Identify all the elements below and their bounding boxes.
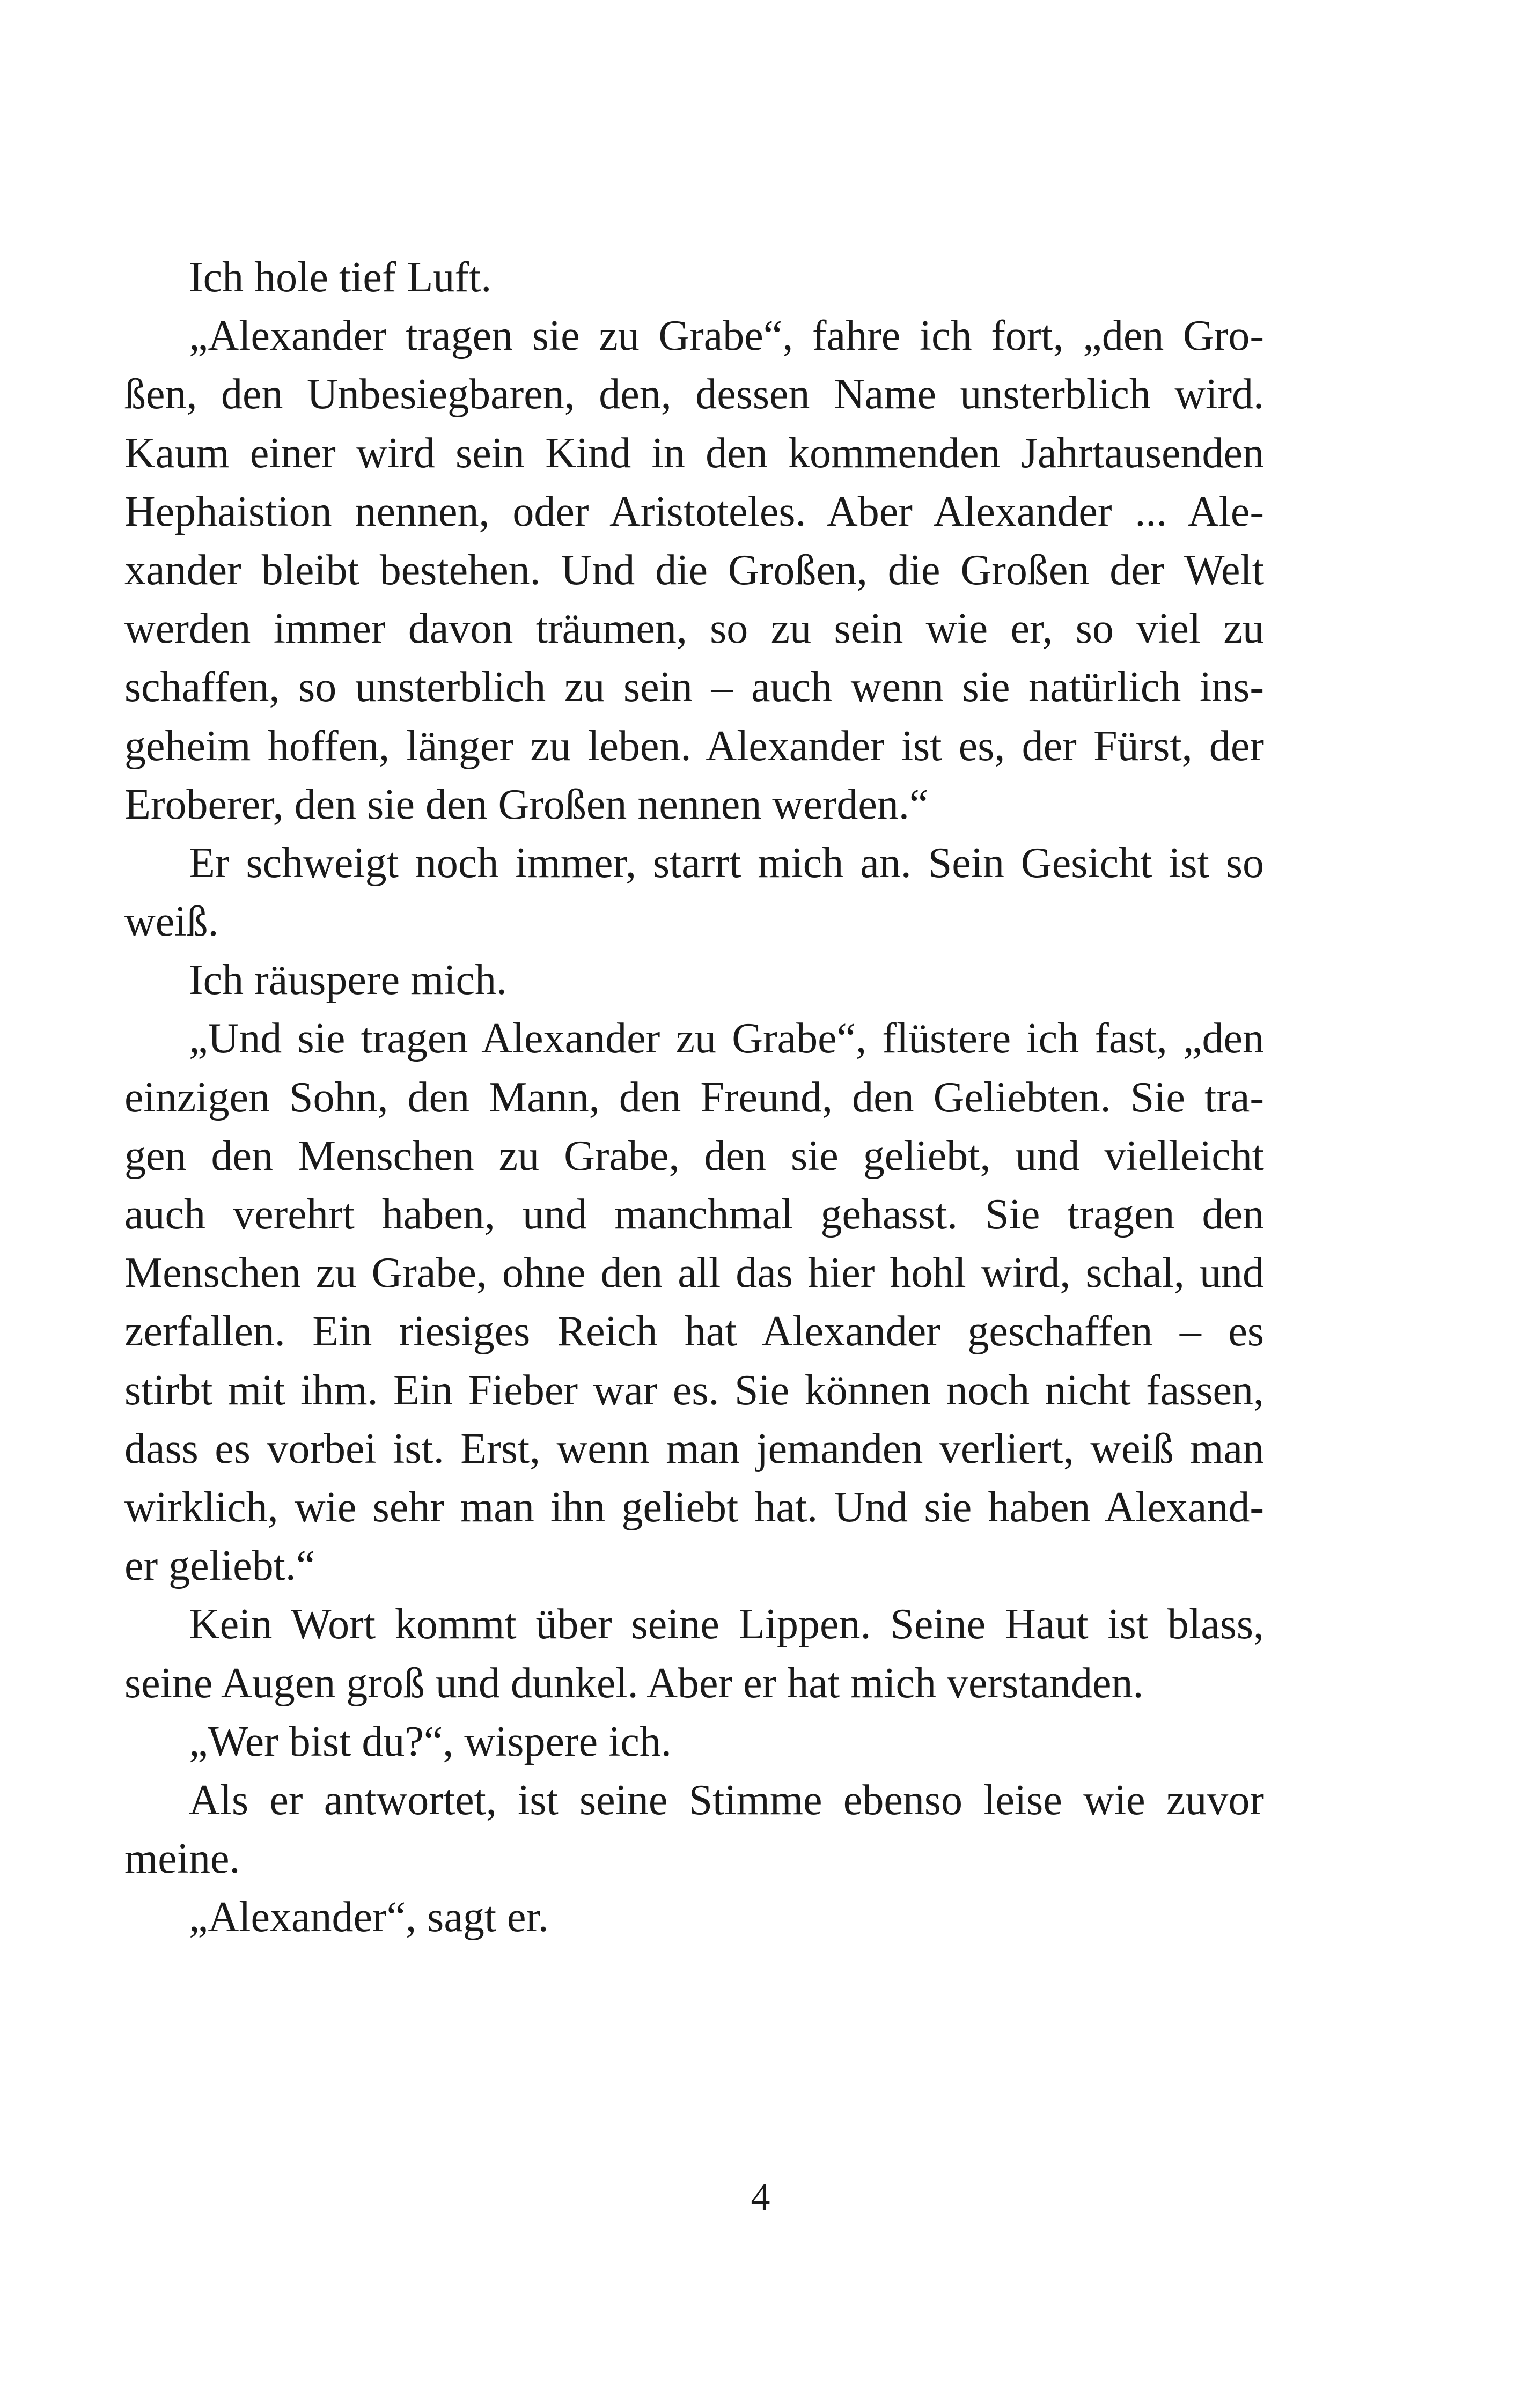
text-line: Als er antwortet, ist seine Stimme ebenso leise wie zuvor (189, 1776, 1264, 1824)
text-line: weiß. (124, 898, 219, 946)
text-line: Ich räuspere mich. (189, 956, 508, 1004)
text-line: wirklich, wie sehr man ihn geliebt hat. Und sie haben Alexand- (124, 1483, 1264, 1531)
body-text (124, 248, 1264, 1947)
text-line: Hephaistion nennen, oder Aristoteles. Aber Alexander ... Ale- (124, 488, 1264, 535)
text-line: Er schweigt noch immer, starrt mich an. Sein Gesicht ist so (189, 839, 1264, 887)
text-line: Ich hole tief Luft. (189, 254, 492, 301)
text-line: ßen, den Unbesiegbaren, den, dessen Name unsterblich wird. (124, 371, 1264, 418)
text-line: Kaum einer wird sein Kind in den kommenden Jahrtausenden (124, 429, 1264, 477)
text-line: meine. (124, 1835, 240, 1883)
text-line: dass es vorbei ist. Erst, wenn man jemanden verliert, weiß man (124, 1425, 1264, 1472)
text-line: auch verehrt haben, und manchmal gehasst. Sie tragen den (124, 1191, 1264, 1238)
text-line: geheim hoffen, länger zu leben. Alexander ist es, der Fürst, der (124, 722, 1264, 770)
text-line: zerfallen. Ein riesiges Reich hat Alexander geschaffen – es (124, 1308, 1264, 1356)
text-line: werden immer davon träumen, so zu sein wie er, so viel zu (124, 605, 1264, 653)
text-line: schaffen, so unsterblich zu sein – auch wenn sie natürlich ins- (124, 664, 1264, 711)
text-line: stirbt mit ihm. Ein Fieber war es. Sie können noch nicht fassen, (124, 1366, 1264, 1414)
text-line: er geliebt.“ (124, 1542, 315, 1590)
text-line: einzigen Sohn, den Mann, den Freund, den Geliebten. Sie tra- (124, 1073, 1264, 1121)
text-line: „Alexander tragen sie zu Grabe“, fahre ich fort, „den Gro- (189, 312, 1264, 360)
text-line: Menschen zu Grabe, ohne den all das hier hohl wird, schal, und (124, 1249, 1264, 1297)
page-number: 4 (751, 2175, 770, 2218)
text-line: seine Augen groß und dunkel. Aber er hat mich verstanden. (124, 1659, 1144, 1707)
text-line: „Wer bist du?“, wispere ich. (189, 1718, 672, 1765)
text-line: Eroberer, den sie den Großen nennen werden.“ (124, 780, 929, 828)
text-line: „Und sie tragen Alexander zu Grabe“, flüstere ich fast, „den (189, 1015, 1264, 1063)
text-line: „Alexander“, sagt er. (189, 1894, 549, 1941)
text-line: Kein Wort kommt über seine Lippen. Seine Haut ist blass, (189, 1601, 1264, 1648)
text-line: xander bleibt bestehen. Und die Großen, die Großen der Welt (124, 546, 1264, 594)
text-line: gen den Menschen zu Grabe, den sie geliebt, und vielleicht (124, 1132, 1264, 1180)
